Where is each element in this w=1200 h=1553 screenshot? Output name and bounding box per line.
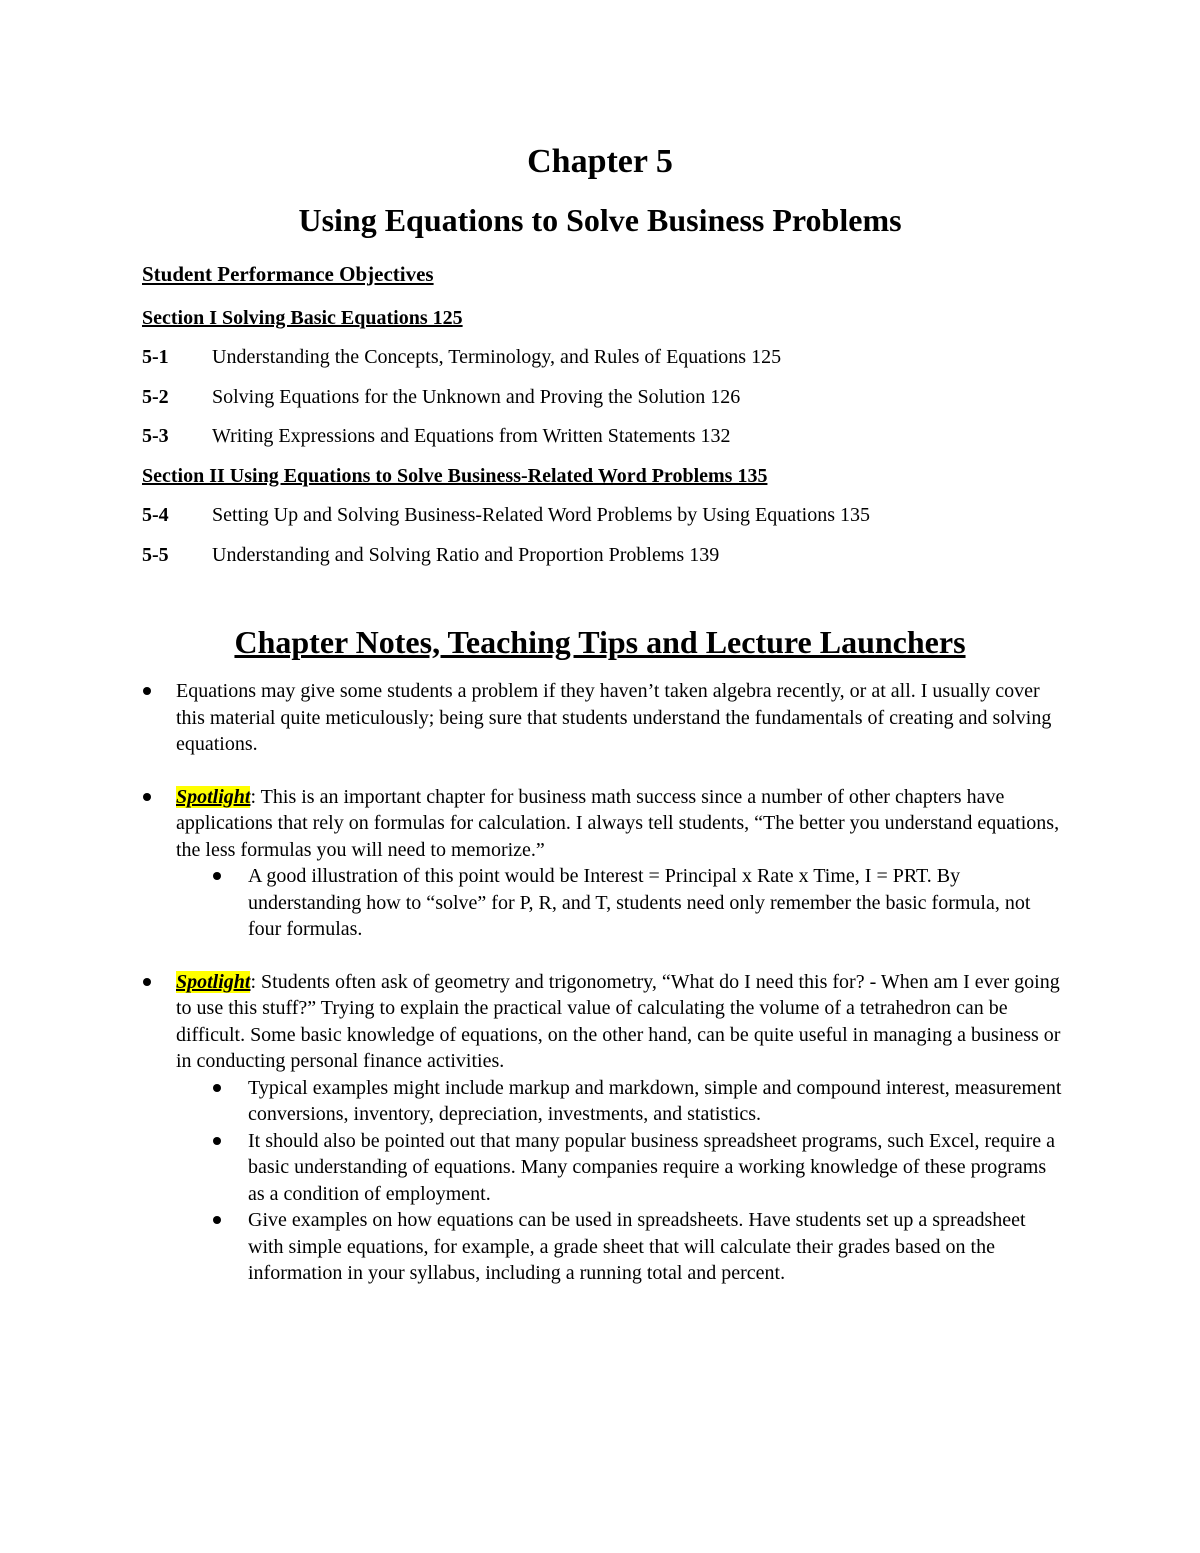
chapter-title: Chapter 5 <box>527 143 673 180</box>
objective-text: Understanding and Solving Ratio and Proportion Problems 139 <box>212 544 720 566</box>
spotlight-label: Spotlight <box>176 785 251 808</box>
objectives-heading: Student Performance Objectives <box>142 262 434 286</box>
notes-bullet-list <box>142 678 1062 1313</box>
section-heading-1: Section I Solving Basic Equations 125 <box>142 307 463 329</box>
chapter-subtitle: Using Equations to Solve Business Problems <box>298 202 902 238</box>
objective-text: Writing Expressions and Equations from Written Statements 132 <box>212 425 731 447</box>
list-item <box>212 1075 1062 1128</box>
bullet-text: : Students often ask of geometry and trigonometry, “What do I need this for? - When am I ever going to use this stuff?” Trying to explain the practical value of calculating the volume of a tetrahedron can be difficult. Some basic knowledge of equations, on the other hand, can be quite useful in managing a business or in conducting personal finance activities. <box>176 970 1061 1072</box>
sub-bullet-text: Give examples on how equations can be used in spreadsheets. Have students set up a spreadsheet with simple equations, for example, a grade sheet that will calculate their grades based on the information in your syllabus, including a running total and percent. <box>248 1209 1026 1284</box>
sub-bullet-list <box>176 863 1062 943</box>
list-item <box>142 969 1062 1287</box>
list-item <box>212 863 1062 943</box>
sub-bullet-text: It should also be pointed out that many popular business spreadsheet programs, such Excel, require a basic understanding of equations. Many companies require a working knowledge of these programs as a condition of employment. <box>248 1129 1056 1205</box>
objective-text: Solving Equations for the Unknown and Proving the Solution 126 <box>212 386 741 408</box>
bullet-text: Equations may give some students a problem if they haven’t taken algebra recently, or at all. I usually cover this material quite meticulously; being sure that students understand the fundamentals of creating and solving equations. <box>176 680 1052 755</box>
spotlight-label: Spotlight <box>176 970 251 993</box>
objective-number: 5-1 <box>142 346 169 368</box>
list-item <box>142 678 1062 758</box>
list-item <box>212 1207 1062 1287</box>
objective-number: 5-2 <box>142 386 169 408</box>
list-item <box>212 1128 1062 1208</box>
objective-number: 5-5 <box>142 544 169 566</box>
sub-bullet-list <box>176 1075 1062 1287</box>
sub-bullet-text: Typical examples might include markup and markdown, simple and compound interest, measurement conversions, inventory, depreciation, investments, and statistics. <box>248 1076 1062 1125</box>
list-item <box>142 784 1062 943</box>
objective-text: Understanding the Concepts, Terminology, and Rules of Equations 125 <box>212 346 782 368</box>
objective-text: Setting Up and Solving Business-Related Word Problems by Using Equations 135 <box>212 504 870 526</box>
notes-heading: Chapter Notes, Teaching Tips and Lecture Launchers <box>234 624 966 660</box>
sub-bullet-text: A good illustration of this point would be Interest = Principal x Rate x Time, I = PRT. By understanding how to “solve” for P, R, and T, students need only remember the basic formula, not four formulas. <box>248 865 1031 940</box>
section-heading-2: Section II Using Equations to Solve Business-Related Word Problems 135 <box>142 465 768 487</box>
objective-number: 5-3 <box>142 425 169 447</box>
bullet-text: : This is an important chapter for business math success since a number of other chapters have applications that rely on formulas for calculation. I always tell students, “The better you understand equations, the less formulas you will need to memorize.” <box>176 785 1060 861</box>
objective-number: 5-4 <box>142 504 169 526</box>
